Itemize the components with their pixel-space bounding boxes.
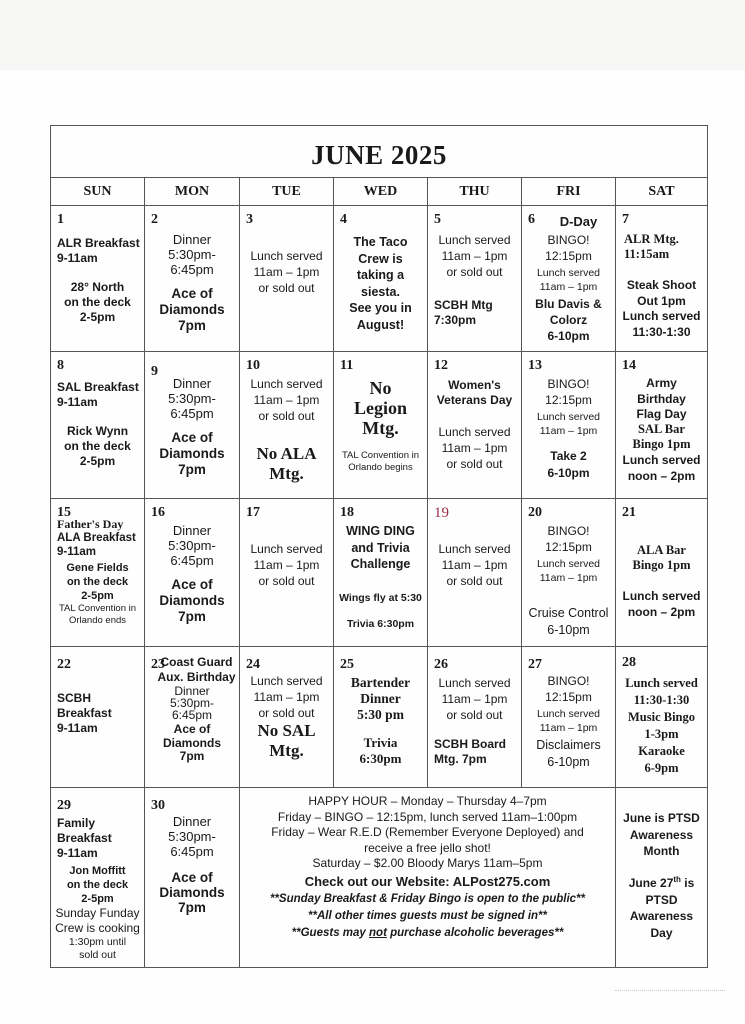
- day-cell-20: 20 BINGO! 12:15pm Lunch served 11am – 1pm Cruise Control 6-10pm: [522, 499, 616, 647]
- day-cell-9: 9 Dinner 5:30pm- 6:45pm Ace of Diamonds 7pm: [145, 352, 240, 499]
- day-number: 29: [57, 798, 71, 813]
- day-cell-25: 25 Bartender Dinner 5:30 pm Trivia 6:30pm: [334, 647, 428, 788]
- day-cell-4: 4 The Taco Crew is taking a siesta. See you in August!: [334, 206, 428, 352]
- day-cell-22: 22 SCBH Breakfast 9-11am: [51, 647, 145, 788]
- day-number: 16: [151, 505, 165, 520]
- day-number: 30: [151, 798, 165, 813]
- day-cell-19: 19 Lunch served 11am – 1pm or sold out: [428, 499, 522, 647]
- day-number: 20: [528, 505, 542, 520]
- weekday-sun: SUN: [51, 178, 145, 206]
- happy-hour-notes: HAPPY HOUR – Monday – Thursday 4–7pm Friday – BINGO – 12:15pm, lunch served 11am–1:00pm Friday – Wear R.E.D (Remember Everyone Deployed) and receive a free jello shot! Saturday – $2.00 Bloody Marys 11am–5pm Check out our Website: ALPost275.com **Sunday Breakfast & Friday Bingo is open to the public** **All other times guests must be signed in** **Guests may not purchase alcoholic beverages**: [240, 788, 616, 967]
- day-cell-18: 18 WING DING and Trivia Challenge Wings fly at 5:30 Trivia 6:30pm: [334, 499, 428, 647]
- day-number: 19: [434, 505, 449, 521]
- day-number: 11: [340, 358, 354, 373]
- day-number: 23: [151, 657, 165, 672]
- day-number: 8: [57, 358, 64, 373]
- day-cell-8: 8 SAL Breakfast 9-11am Rick Wynn on the deck 2-5pm: [51, 352, 145, 499]
- day-number: 25: [340, 657, 354, 672]
- day-number: 18: [340, 505, 354, 520]
- day-cell-27: 27 BINGO! 12:15pm Lunch served 11am – 1pm Disclaimers 6-10pm: [522, 647, 616, 788]
- day-cell-1: 1 ALR Breakfast 9-11am 28° North on the deck 2-5pm: [51, 206, 145, 352]
- day-cell-10: 10 Lunch served 11am – 1pm or sold out No ALA Mtg.: [240, 352, 334, 499]
- day-cell-12: 12 Women's Veterans Day Lunch served 11am – 1pm or sold out: [428, 352, 522, 499]
- day-cell-16: 16 Dinner 5:30pm- 6:45pm Ace of Diamonds 7pm: [145, 499, 240, 647]
- day-cell-21: 21 ALA Bar Bingo 1pm Lunch served noon – 2pm: [616, 499, 707, 647]
- calendar: [50, 125, 708, 968]
- day-number: 21: [622, 505, 636, 520]
- day-number: 9: [151, 364, 158, 379]
- day-number: 4: [340, 212, 347, 227]
- scan-mark: [615, 990, 725, 992]
- day-number: 5: [434, 212, 441, 227]
- ptsd-awareness: June is PTSD Awareness Month June 27th is PTSD Awareness Day: [623, 811, 700, 940]
- day-cell-14: 14 Army Birthday Flag Day SAL Bar Bingo 1pm Lunch served noon – 2pm: [616, 352, 707, 499]
- day-cell-28: 28 Lunch served 11:30-1:30 Music Bingo 1-3pm Karaoke 6-9pm: [616, 647, 707, 788]
- day-number: 13: [528, 358, 542, 373]
- weekday-mon: MON: [145, 178, 240, 206]
- day-number: 3: [246, 212, 253, 227]
- day-cell-5: 5 Lunch served 11am – 1pm or sold out SCBH Mtg 7:30pm: [428, 206, 522, 352]
- day-cell-29: 29 Family Breakfast 9-11am Jon Moffitt on the deck 2-5pm Sunday Funday Crew is cooking 1:30pm until sold out: [51, 788, 145, 967]
- website-line: Check out our Website: ALPost275.com: [304, 874, 551, 889]
- day-cell-13: 13 BINGO! 12:15pm Lunch served 11am – 1pm Take 2 6-10pm: [522, 352, 616, 499]
- day-number: 22: [57, 657, 71, 672]
- day-cell-24: 24 Lunch served 11am – 1pm or sold out No SAL Mtg.: [240, 647, 334, 788]
- weekday-tue: TUE: [240, 178, 334, 206]
- weekday-sat: SAT: [616, 178, 707, 206]
- day-cell-3: 3 Lunch served 11am – 1pm or sold out: [240, 206, 334, 352]
- day-cell-26: 26 Lunch served 11am – 1pm or sold out SCBH Board Mtg. 7pm: [428, 647, 522, 788]
- day-cell-11: 11 No Legion Mtg. TAL Convention in Orlando begins: [334, 352, 428, 499]
- day-number: 26: [434, 657, 448, 672]
- weekday-thu: THU: [428, 178, 522, 206]
- day-cell-30: 30 Dinner 5:30pm- 6:45pm Ace of Diamonds 7pm: [145, 788, 240, 967]
- weekday-fri: FRI: [522, 178, 616, 206]
- weekday-wed: WED: [334, 178, 428, 206]
- day-cell-7: 7 ALR Mtg. 11:15am Steak Shoot Out 1pm Lunch served 11:30-1:30: [616, 206, 707, 352]
- day-number: 6: [528, 212, 535, 227]
- day-number: 12: [434, 358, 448, 373]
- day-number: 24: [246, 657, 260, 672]
- day-cell-17: 17 Lunch served 11am – 1pm or sold out: [240, 499, 334, 647]
- day-cell-2: 2 Dinner 5:30pm- 6:45pm Ace of Diamonds 7pm: [145, 206, 240, 352]
- day-number: 1: [57, 212, 64, 227]
- calendar-title: JUNE 2025: [51, 126, 707, 178]
- day-number: 15: [57, 505, 71, 520]
- day-cell-23: 23 Coast Guard Aux. Birthday Dinner 5:30pm- 6:45pm Ace of Diamonds 7pm: [145, 647, 240, 788]
- day-number: 7: [622, 212, 629, 227]
- day-number: 2: [151, 212, 158, 227]
- day-number: 28: [622, 655, 636, 670]
- day-number: 14: [622, 358, 636, 373]
- day-cell-15: 15 Father's Day ALA Breakfast 9-11am Gene Fields on the deck 2-5pm TAL Convention in Orlando ends: [51, 499, 145, 647]
- day-cell-6: 6 D-Day BINGO! 12:15pm Lunch served 11am – 1pm Blu Davis & Colorz 6-10pm: [522, 206, 616, 352]
- day-number: 27: [528, 657, 542, 672]
- day-number: 17: [246, 505, 260, 520]
- day-number: 10: [246, 358, 260, 373]
